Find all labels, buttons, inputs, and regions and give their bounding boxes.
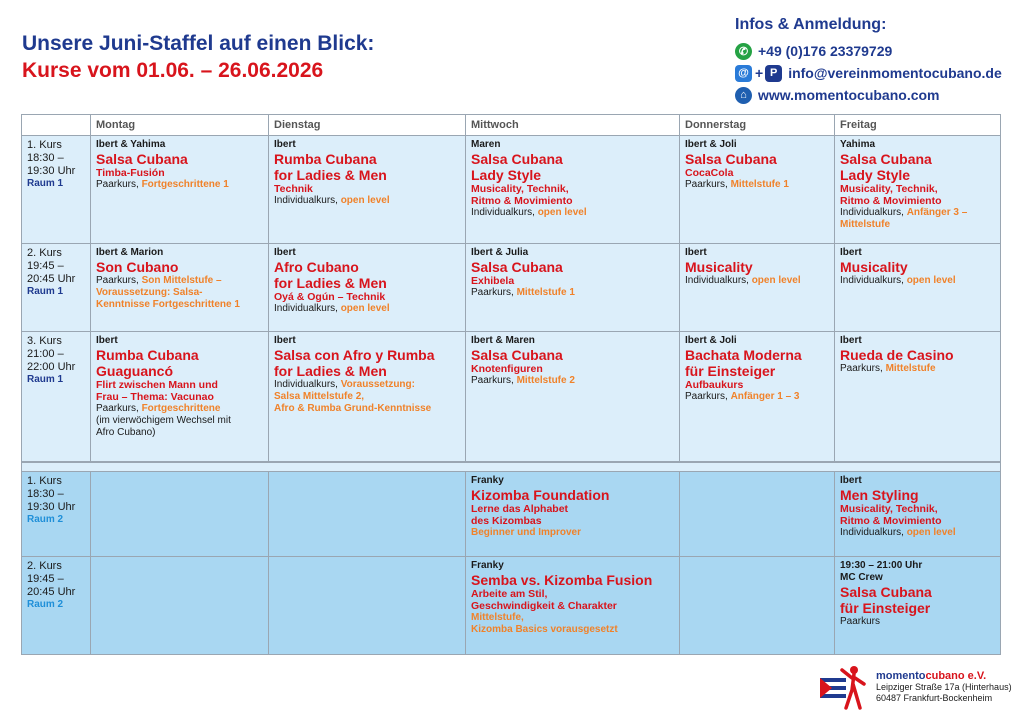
trainer: Ibert & Marion	[96, 247, 164, 258]
course-type-level	[840, 527, 995, 539]
empty-cell	[91, 557, 269, 655]
course-level: Mittelstufe 1	[730, 179, 789, 190]
spacer-row	[22, 463, 1001, 472]
course-title: Salsa Cubana	[840, 584, 932, 600]
course-title: for Ladies & Men	[274, 275, 387, 291]
time-cell	[22, 136, 91, 244]
empty-cell	[269, 557, 466, 655]
title-line-1: Unsere Juni-Staffel auf einen Blick:	[22, 32, 375, 55]
day-header: Freitag	[835, 115, 1001, 136]
course-level: Salsa Mittelstufe 2,	[274, 391, 365, 402]
course-cell	[466, 244, 680, 332]
course-title: Salsa Cubana	[471, 347, 563, 363]
trainer: Franky	[471, 475, 504, 486]
course-level: open level	[906, 275, 956, 286]
course-title: Salsa Cubana	[685, 151, 777, 167]
trainer: MC Crew	[840, 572, 883, 583]
course-level: open level	[537, 207, 587, 218]
course-type: Individualkurs,	[274, 195, 338, 206]
time-end: 22:00 Uhr	[27, 361, 76, 373]
course-cell	[680, 136, 835, 244]
course-level: Voraussetzung:	[340, 379, 415, 390]
course-title: Rumba Cubana	[96, 347, 199, 363]
contact-box	[735, 16, 1002, 106]
course-level: open level	[340, 303, 390, 314]
trainer: Ibert	[274, 139, 296, 150]
course-level: Kenntnisse Fortgeschrittene 1	[96, 299, 240, 310]
course-type: Individualkurs,	[274, 303, 338, 314]
course-number: 1. Kurs	[27, 475, 62, 487]
trainer: Ibert	[274, 335, 296, 346]
course-level: open level	[751, 275, 801, 286]
table-row	[22, 136, 1001, 244]
schedule-table-room-1	[21, 114, 1001, 462]
course-level: open level	[340, 195, 390, 206]
contact-email[interactable]: info@vereinmomentocubano.de	[788, 65, 1002, 81]
course-level: Fortgeschrittene	[141, 403, 221, 414]
course-subtitle: Exhibela	[471, 275, 515, 287]
contact-heading: Infos & Anmeldung:	[735, 16, 887, 33]
course-title: Lady Style	[840, 167, 911, 183]
course-type: Paarkurs,	[471, 287, 514, 298]
home-icon: ⌂	[735, 87, 752, 104]
room-label: Raum 2	[27, 599, 64, 610]
trainer: Ibert & Joli	[685, 139, 737, 150]
course-level: Voraussetzung: Salsa-	[96, 287, 203, 298]
course-type-level	[96, 275, 263, 287]
course-cell	[835, 244, 1001, 332]
room-label: Raum 1	[27, 286, 64, 297]
course-level: Beginner und Improver	[471, 527, 582, 538]
spacer-cell	[22, 463, 1001, 472]
course-title: for Ladies & Men	[274, 363, 387, 379]
course-title: Semba vs. Kizomba Fusion	[471, 572, 653, 588]
course-type-level	[685, 179, 829, 191]
course-type-level	[685, 275, 829, 287]
course-cell	[269, 332, 466, 462]
course-subtitle: Lerne das Alphabet	[471, 503, 569, 515]
course-type-level	[274, 379, 460, 391]
course-subtitle: Oyá & Ogún – Technik	[274, 291, 386, 303]
course-subtitle: des Kizombas	[471, 515, 542, 527]
course-type-level	[274, 195, 460, 207]
time-end: 19:30 Uhr	[27, 501, 76, 513]
logo-address-2: 60487 Frankfurt-Bockenheim	[876, 692, 993, 703]
course-cell	[835, 332, 1001, 462]
course-type: Individualkurs,	[840, 275, 904, 286]
course-level: Afro & Rumba Grund-Kenntnisse	[274, 403, 432, 414]
course-subtitle: Timba-Fusión	[96, 167, 165, 179]
paypal-icon: P	[765, 65, 782, 82]
course-type: Paarkurs,	[840, 363, 883, 374]
course-level: Anfänger 3 – Mittelstufe	[840, 207, 968, 230]
course-cell	[269, 244, 466, 332]
course-title: Son Cubano	[96, 259, 179, 275]
course-number: 3. Kurs	[27, 335, 62, 347]
empty-cell	[680, 557, 835, 655]
time-cell	[22, 472, 91, 557]
dancer-flag-icon	[818, 664, 872, 710]
course-cell	[835, 136, 1001, 244]
table-row	[22, 557, 1001, 655]
course-cell	[466, 472, 680, 557]
time-end: 20:45 Uhr	[27, 273, 76, 285]
course-type: Paarkurs,	[96, 403, 139, 414]
table-row	[22, 244, 1001, 332]
contact-web[interactable]: www.momentocubano.com	[758, 87, 940, 103]
course-title: Bachata Moderna	[685, 347, 802, 363]
course-type-level	[471, 207, 674, 219]
course-cell	[91, 244, 269, 332]
course-type: Paarkurs,	[96, 275, 139, 286]
course-type-level	[471, 527, 674, 539]
trainer: Yahima	[840, 139, 876, 150]
time-start: 19:45 –	[27, 573, 64, 585]
course-level: Anfänger 1 – 3	[730, 391, 800, 402]
course-number: 1. Kurs	[27, 139, 62, 151]
time-start: 21:00 –	[27, 348, 64, 360]
course-title: for Ladies & Men	[274, 167, 387, 183]
course-type-level	[96, 403, 263, 415]
course-title: Guaguancó	[96, 363, 174, 379]
course-title: Men Styling	[840, 487, 919, 503]
course-level: Fortgeschrittene 1	[141, 179, 229, 190]
title-line-2: Kurse vom 01.06. – 26.06.2026	[22, 59, 324, 82]
course-subtitle: Musicality, Technik,	[840, 183, 938, 195]
course-cell	[269, 136, 466, 244]
trainer: Ibert	[685, 247, 707, 258]
course-cell	[91, 136, 269, 244]
time-start: 18:30 –	[27, 488, 64, 500]
course-number: 2. Kurs	[27, 560, 62, 572]
course-level: Mittelstufe,	[471, 612, 524, 623]
course-subtitle: Musicality, Technik,	[471, 183, 569, 195]
day-header: Donnerstag	[680, 115, 835, 136]
course-subtitle: Aufbaukurs	[685, 379, 744, 391]
time-end: 19:30 Uhr	[27, 165, 76, 177]
trainer: Ibert & Julia	[471, 247, 529, 258]
time-cell	[22, 332, 91, 462]
course-type: Paarkurs	[840, 616, 881, 627]
empty-cell	[91, 472, 269, 557]
time-end: 20:45 Uhr	[27, 586, 76, 598]
course-type: Individualkurs,	[840, 207, 904, 218]
club-logo	[818, 664, 1012, 710]
schedule-table-room-2	[21, 462, 1001, 655]
course-cell	[680, 244, 835, 332]
course-number: 2. Kurs	[27, 247, 62, 259]
trainer: Ibert	[96, 335, 118, 346]
course-note: Afro Cubano)	[96, 427, 156, 438]
trainer: Ibert & Yahima	[96, 139, 166, 150]
course-type: Paarkurs,	[471, 375, 514, 386]
course-subtitle: Flirt zwischen Mann und	[96, 379, 218, 391]
course-cell	[466, 332, 680, 462]
trainer: Ibert	[274, 247, 296, 258]
empty-cell	[269, 472, 466, 557]
course-type-level	[471, 287, 674, 299]
contact-phone[interactable]: +49 (0)176 23379729	[758, 43, 893, 59]
course-type: Individualkurs,	[840, 527, 904, 538]
course-subtitle: Ritmo & Movimiento	[840, 195, 942, 207]
room-label: Raum 2	[27, 514, 64, 525]
course-title: Salsa Cubana	[840, 151, 932, 167]
trainer: Ibert	[840, 335, 862, 346]
course-type-level	[840, 275, 995, 287]
course-subtitle: Geschwindigkeit & Charakter	[471, 600, 617, 612]
trainer: Ibert & Joli	[685, 335, 737, 346]
course-type-level	[274, 303, 460, 315]
whatsapp-icon: ✆	[735, 43, 752, 60]
course-title: Musicality	[840, 259, 908, 275]
course-type-level	[471, 612, 674, 624]
room-label: Raum 1	[27, 374, 64, 385]
course-title: Lady Style	[471, 167, 542, 183]
course-cell	[466, 557, 680, 655]
course-level: Kizomba Basics vorausgesetzt	[471, 624, 618, 635]
course-type-level	[840, 207, 995, 231]
time-cell	[22, 557, 91, 655]
course-cell	[680, 332, 835, 462]
course-title: Afro Cubano	[274, 259, 359, 275]
email-icon: @	[735, 65, 752, 82]
logo-brand-a: momento	[876, 669, 926, 682]
course-cell	[466, 136, 680, 244]
trainer: Ibert	[840, 247, 862, 258]
course-title: für Einsteiger	[685, 363, 776, 379]
course-subtitle: Technik	[274, 183, 313, 195]
time-cell	[22, 244, 91, 332]
course-type: Individualkurs,	[471, 207, 535, 218]
day-header: Montag	[91, 115, 269, 136]
table-row	[22, 332, 1001, 462]
trainer: Ibert	[840, 475, 862, 486]
course-level: Son Mittelstufe –	[141, 275, 222, 286]
empty-cell	[680, 472, 835, 557]
logo-address-1: Leipziger Straße 17a (Hinterhaus)	[876, 681, 1012, 692]
course-title: Rueda de Casino	[840, 347, 954, 363]
day-header: Dienstag	[269, 115, 466, 136]
course-subtitle: Frau – Thema: Vacunao	[96, 391, 214, 403]
trainer: Ibert & Maren	[471, 335, 535, 346]
course-title: Musicality	[685, 259, 753, 275]
course-cell	[835, 472, 1001, 557]
trainer: Franky	[471, 560, 504, 571]
course-cell	[835, 557, 1001, 655]
trainer: Maren	[471, 139, 501, 150]
course-title: Salsa Cubana	[471, 151, 563, 167]
course-type: Paarkurs,	[96, 179, 139, 190]
course-subtitle: Musicality, Technik,	[840, 503, 938, 515]
course-type: Individualkurs,	[685, 275, 749, 286]
course-type: Paarkurs,	[685, 391, 728, 402]
day-header: Mittwoch	[466, 115, 680, 136]
course-subtitle: Knotenfiguren	[471, 363, 543, 375]
course-type: Paarkurs,	[685, 179, 728, 190]
time-start: 19:45 –	[27, 260, 64, 272]
course-title: Salsa Cubana	[96, 151, 188, 167]
course-level: open level	[906, 527, 956, 538]
course-subtitle: Arbeite am Stil,	[471, 588, 548, 600]
contact-web-row[interactable]	[735, 84, 1002, 106]
course-cell	[91, 332, 269, 462]
time-start: 18:30 –	[27, 152, 64, 164]
table-row	[22, 472, 1001, 557]
course-type-level	[840, 363, 995, 375]
course-level: Mittelstufe 1	[516, 287, 575, 298]
course-subtitle: Ritmo & Movimiento	[471, 195, 573, 207]
course-title: Salsa con Afro y Rumba	[274, 347, 435, 363]
contact-phone-row[interactable]	[735, 40, 1002, 62]
logo-brand-b: cubano e.V.	[925, 669, 987, 682]
course-title: Kizomba Foundation	[471, 487, 610, 503]
course-title: Rumba Cubana	[274, 151, 377, 167]
course-type-level	[96, 179, 263, 191]
course-title: für Einsteiger	[840, 600, 931, 616]
course-subtitle: CocaCola	[685, 167, 734, 179]
course-title: Salsa Cubana	[471, 259, 563, 275]
course-type-level	[471, 375, 674, 387]
course-subtitle: Ritmo & Movimiento	[840, 515, 942, 527]
course-type: Individualkurs,	[274, 379, 338, 390]
course-level: Mittelstufe 2	[516, 375, 575, 386]
course-type-level	[685, 391, 829, 403]
corner-header	[22, 115, 91, 136]
contact-email-row[interactable]: @ + P info@vereinmomentocubano.de	[735, 62, 1002, 84]
course-level: Mittelstufe	[885, 363, 936, 374]
trainer: 19:30 – 21:00 Uhr	[840, 560, 923, 571]
page-title	[22, 30, 374, 84]
course-note: (im vierwöchigem Wechsel mit	[96, 415, 231, 426]
room-label: Raum 1	[27, 178, 64, 189]
